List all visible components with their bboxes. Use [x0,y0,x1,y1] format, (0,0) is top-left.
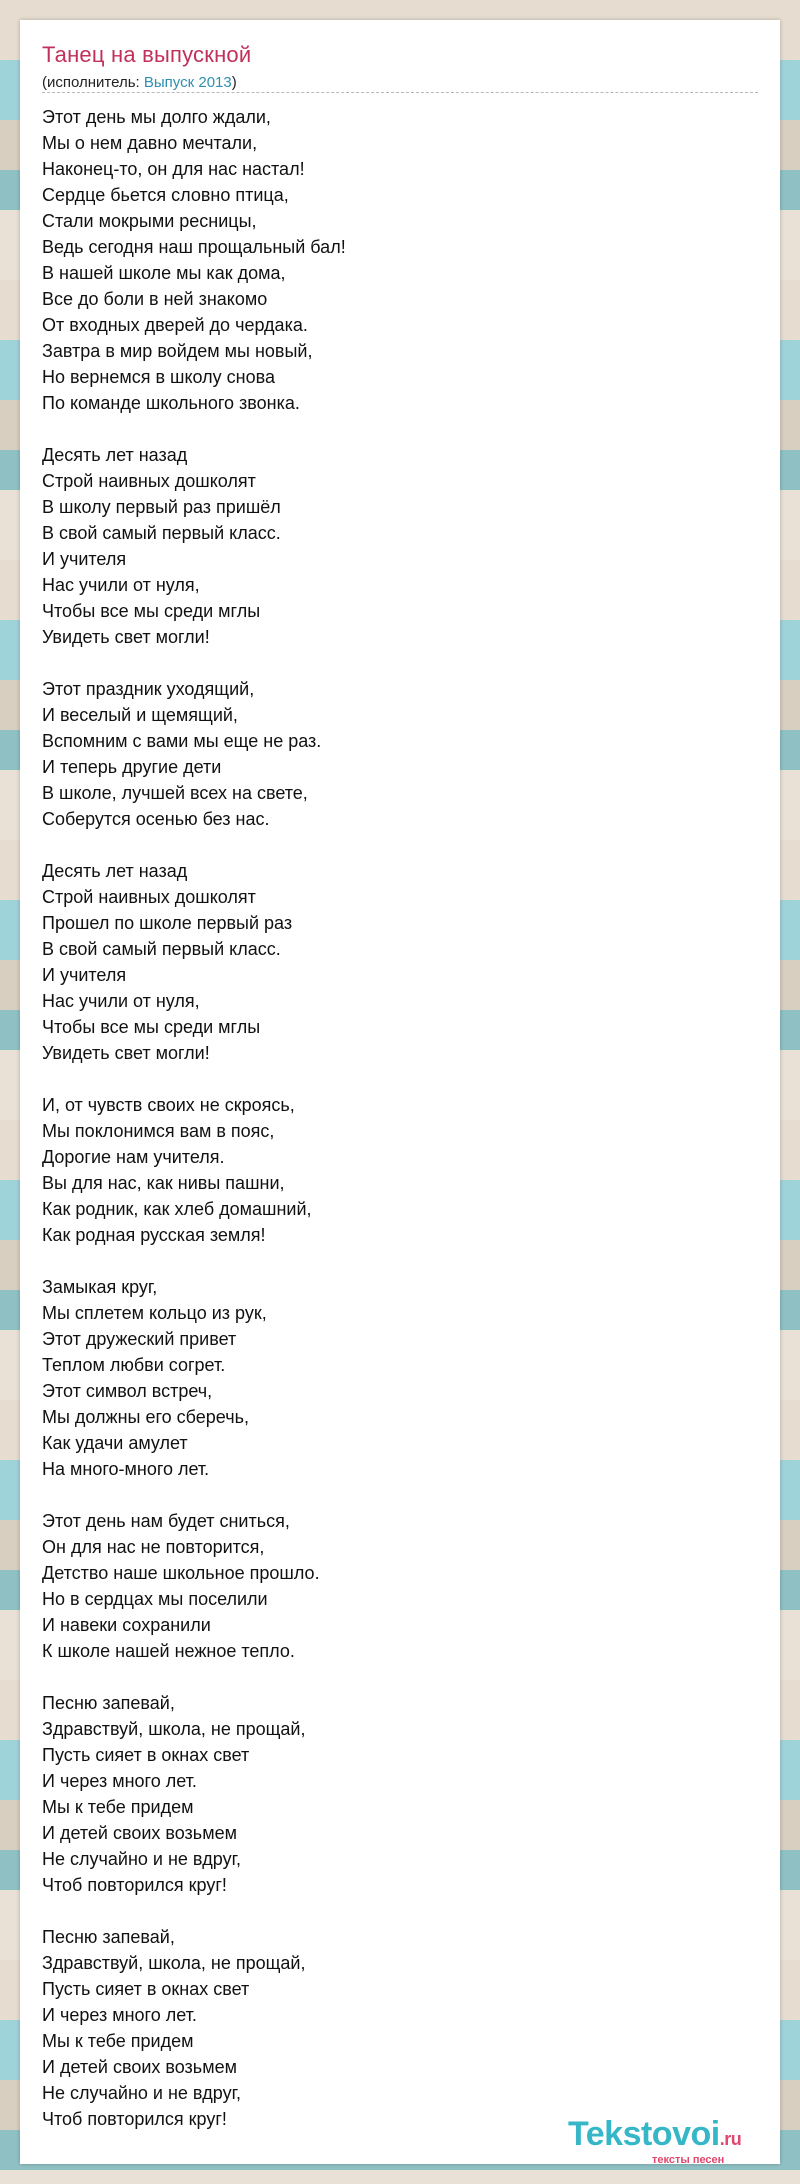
lyric-line: К школе нашей нежное тепло. [42,1641,295,1661]
lyric-line: И веселый и щемящий, [42,705,238,725]
lyric-line: Соберутся осенью без нас. [42,809,270,829]
lyric-line: Десять лет назад [42,445,188,465]
stanza [42,676,742,832]
lyric-line: Здравствуй, школа, не прощай, [42,1719,306,1739]
lyric-line: Вспомним с вами мы еще не раз. [42,731,322,751]
lyric-line: Этот день мы долго ждали, [42,107,271,127]
artist-suffix: ) [231,74,237,91]
lyric-line: На много-много лет. [42,1459,210,1479]
lyric-line: Как удачи амулет [42,1433,188,1453]
lyric-line: Чтоб повторился круг! [42,1875,227,1895]
artist-link[interactable]: Выпуск 2013 [143,74,232,91]
lyric-line: Не случайно и не вдруг, [42,2083,241,2103]
lyric-line: И учителя [42,965,127,985]
lyric-line: Этот дружеский привет [42,1329,237,1349]
lyric-line: И детей своих возьмем [42,2057,237,2077]
lyric-line: Нас учили от нуля, [42,991,200,1011]
lyric-line: Все до боли в ней знакомо [42,289,268,309]
lyric-line: В школу первый раз пришёл [42,497,281,517]
lyric-line: Он для нас не повторится, [42,1537,265,1557]
lyric-line: Не случайно и не вдруг, [42,1849,241,1869]
lyric-line: Детство наше школьное прошло. [42,1563,320,1583]
lyric-line: Нас учили от нуля, [42,575,200,595]
song-title: Танец на выпускной [42,42,252,67]
lyric-line: И навеки сохранили [42,1615,211,1635]
lyric-line: По команде школьного звонка. [42,393,300,413]
stanza [42,1508,742,1664]
lyric-line: И, от чувств своих не скроясь, [42,1095,295,1115]
lyric-line: Мы к тебе придем [42,2031,194,2051]
lyric-line: Пусть сияет в окнах свет [42,1979,250,1999]
lyric-line: Мы сплетем кольцо из рук, [42,1303,267,1323]
lyric-line: И детей своих возьмем [42,1823,237,1843]
lyric-line: Мы должны его сберечь, [42,1407,249,1427]
stanza [42,1092,742,1248]
lyric-line: В школе, лучшей всех на свете, [42,783,308,803]
logo-name: Tekstovoi [568,2115,720,2153]
lyric-line: Как родная русская земля! [42,1225,266,1245]
lyric-line: Десять лет назад [42,861,188,881]
lyric-line: И учителя [42,549,127,569]
lyric-line: Чтоб повторился круг! [42,2109,227,2129]
lyric-line: Строй наивных дошколят [42,471,256,491]
lyric-line: Дорогие нам учителя. [42,1147,225,1167]
site-logo[interactable] [568,2115,741,2154]
artist-line [42,74,237,91]
lyric-line: Здравствуй, школа, не прощай, [42,1953,306,1973]
lyric-line: Этот символ встреч, [42,1381,213,1401]
lyric-line: Чтобы все мы среди мглы [42,1017,261,1037]
lyric-line: Завтра в мир войдем мы новый, [42,341,313,361]
lyric-line: Но вернемся в школу снова [42,367,275,387]
lyric-line: Пусть сияет в окнах свет [42,1745,250,1765]
stanza [42,442,742,650]
lyric-line: Наконец-то, он для нас настал! [42,159,305,179]
lyric-line: Песню запевай, [42,1693,175,1713]
artist-prefix: (исполнитель: [42,74,144,91]
lyric-line: Мы к тебе придем [42,1797,194,1817]
lyric-line: В нашей школе мы как дома, [42,263,286,283]
lyric-line: Увидеть свет могли! [42,627,210,647]
lyric-line: Стали мокрыми ресницы, [42,211,257,231]
lyric-line: И теперь другие дети [42,757,222,777]
lyric-line: И через много лет. [42,1771,197,1791]
lyric-line: Ведь сегодня наш прощальный бал! [42,237,346,257]
stanza [42,104,742,416]
lyric-line: Сердце бьется словно птица, [42,185,289,205]
lyric-line: Мы поклонимся вам в пояс, [42,1121,275,1141]
lyric-line: От входных дверей до чердака. [42,315,308,335]
stanza [42,1690,742,1898]
logo-tagline: тексты песен [652,2154,725,2166]
lyric-line: Песню запевай, [42,1927,175,1947]
lyric-line: Вы для нас, как нивы пашни, [42,1173,285,1193]
stanza [42,858,742,1066]
lyrics-body [42,104,742,2158]
lyric-line: Этот праздник уходящий, [42,679,255,699]
lyric-line: Теплом любви согрет. [42,1355,226,1375]
lyric-line: Прошел по школе первый раз [42,913,293,933]
stanza [42,1924,742,2132]
lyric-line: Как родник, как хлеб домашний, [42,1199,312,1219]
logo-tld: .ru [719,2129,742,2149]
lyric-line: Замыкая круг, [42,1277,158,1297]
title-divider [42,92,758,93]
lyric-line: Строй наивных дошколят [42,887,256,907]
lyric-line: Этот день нам будет сниться, [42,1511,290,1531]
lyric-line: Чтобы все мы среди мглы [42,601,261,621]
lyric-line: В свой самый первый класс. [42,523,281,543]
lyric-line: Но в сердцах мы поселили [42,1589,268,1609]
lyric-line: И через много лет. [42,2005,197,2025]
lyric-line: Мы о нем давно мечтали, [42,133,258,153]
lyrics-card [20,20,780,2164]
stanza [42,1274,742,1482]
lyric-line: В свой самый первый класс. [42,939,281,959]
lyric-line: Увидеть свет могли! [42,1043,210,1063]
